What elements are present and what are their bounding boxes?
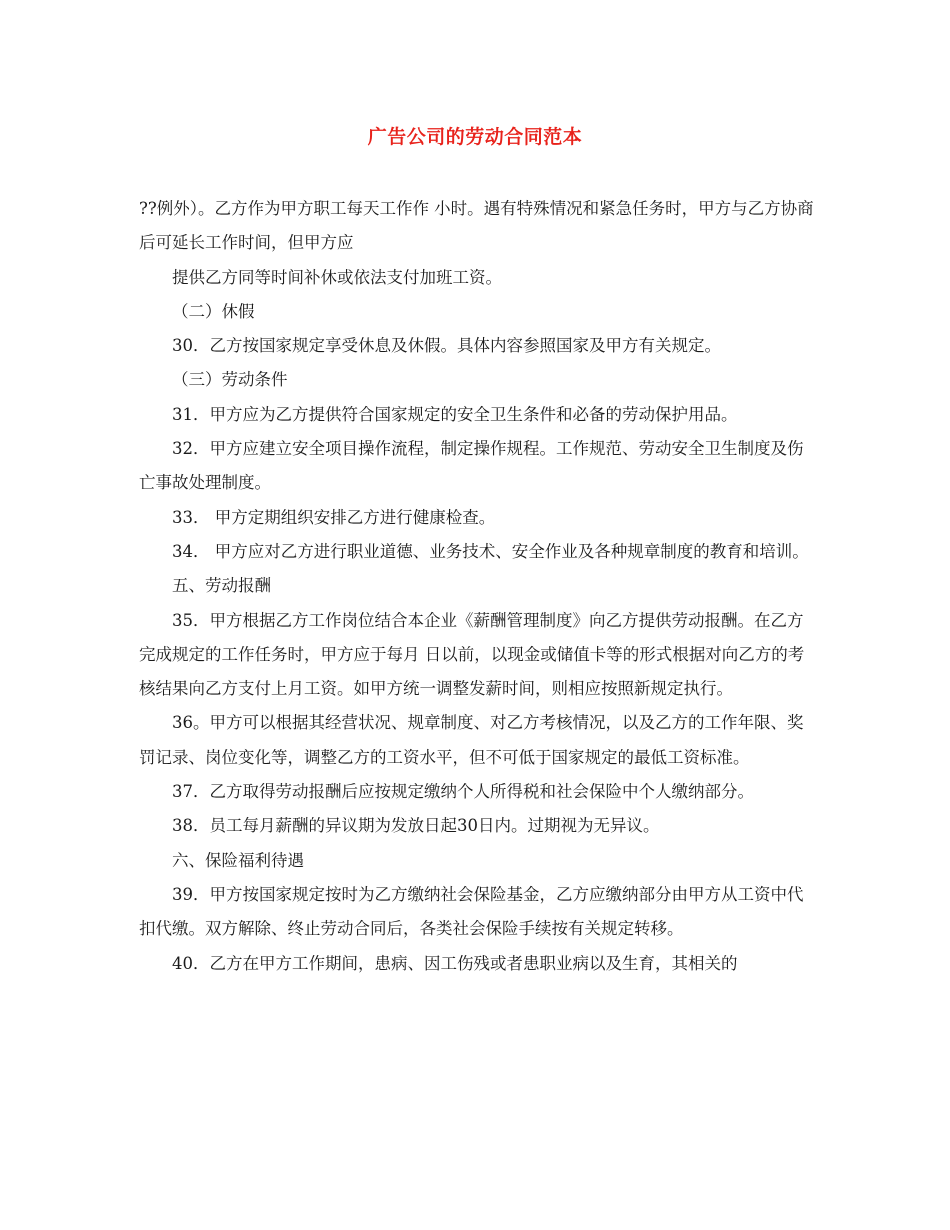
document-body: [139, 192, 817, 981]
paragraph: 提供乙方同等时间补休或依法支付加班工资。: [172, 267, 502, 287]
clause-32: 32．甲方应建立安全项目操作流程，制定操作规程。工作规范、劳动安全卫生制度及伤亡事故处理制度。: [139, 439, 804, 493]
clause-31: 31．甲方应为乙方提供符合国家规定的安全卫生条件和必备的劳动保护用品。: [172, 404, 738, 424]
clause-38: 38．员工每月薪酬的异议期为发放日起30日内。过期视为无异议。: [172, 816, 660, 836]
clause-30: 30．乙方按国家规定享受休息及休假。具体内容参照国家及甲方有关规定。: [172, 336, 721, 356]
clause-39: 39．甲方按国家规定按时为乙方缴纳社会保险基金，乙方应缴纳部分由甲方从工资中代扣代缴。双方解除、终止劳动合同后，各类社会保险手续按有关规定转移。: [139, 884, 804, 939]
document-title: 广告公司的劳动合同范本: [367, 126, 583, 148]
clause-33: 33． 甲方定期组织安排乙方进行健康检查。: [172, 507, 496, 527]
section-heading: （三）劳动条件: [172, 370, 288, 390]
section-heading: 五、劳动报酬: [172, 576, 271, 596]
clause-37: 37．乙方取得劳动报酬后应按规定缴纳个人所得税和社会保险中个人缴纳部分。: [172, 782, 754, 802]
clause-34: 34． 甲方应对乙方进行职业道德、业务技术、安全作业及各种规章制度的教育和培训。: [172, 541, 809, 561]
paragraph: ??例外）。乙方作为甲方职工每天工作作 小时。遇有特殊情况和紧急任务时，甲方与乙方协商后可延长工作时间，但甲方应: [139, 199, 814, 253]
clause-35: 35．甲方根据乙方工作岗位结合本企业《薪酬管理制度》向乙方提供劳动报酬。在乙方完成规定的工作任务时，甲方应于每月 日以前，以现金或储值卡等的形式根据对向乙方的考核结果向乙方支付上月工资。如甲方统一调整发薪时间，则相应按照新规定执行。: [139, 610, 805, 699]
clause-40: 40．乙方在甲方工作期间，患病、因工伤残或者患职业病以及生育，其相关的: [172, 953, 738, 973]
clause-36: 36。甲方可以根据其经营状况、规章制度、对乙方考核情况，以及乙方的工作年限、奖罚记录、岗位变化等，调整乙方的工资水平，但不可低于国家规定的最低工资标准。: [139, 713, 804, 767]
section-heading: （二）休假: [172, 301, 255, 321]
section-heading: 六、保险福利待遇: [172, 850, 304, 870]
